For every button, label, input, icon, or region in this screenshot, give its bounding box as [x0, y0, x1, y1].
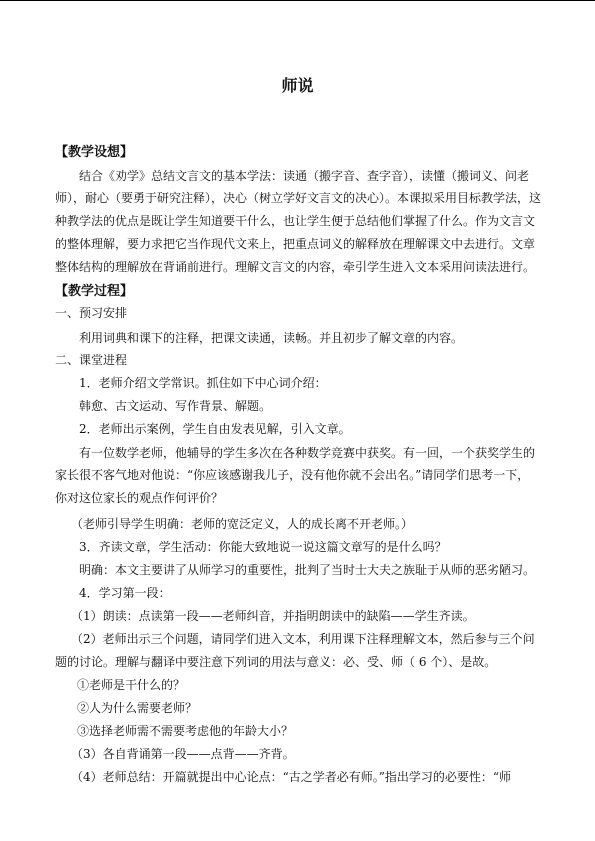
paragraph-line: 明确：本文主要讲了从师学习的重要性，批判了当时士大夫之族耻于从师的恶劣陋习。: [79, 563, 536, 577]
top-border-line: [0, 0, 595, 1]
paragraph-line: 利用词典和课下的注释，把课文读通，读畅。并且初步了解文章的内容。: [79, 331, 464, 345]
paragraph-line: （3）各自背诵第一段——点背——齐背。: [71, 747, 295, 761]
paragraph-line: 师），耐心（要勇于研究注释），决心（树立学好文言文的决心）。本课拟采用目标教学法，这: [55, 191, 542, 205]
question-item: ③选择老师需不需要考虑他的年龄大小？: [77, 724, 294, 738]
paragraph-line: 题的讨论。理解与翻译中要注意下列词的用法与意义：必、受、师（ 6 个）、是故。: [55, 655, 497, 669]
heading-teaching-process: 【教学过程】: [55, 284, 134, 299]
paragraph-line: （老师引导学生明确：老师的宽泛定义，人的成长离不开老师。）: [71, 517, 414, 531]
heading-teaching-design: 【教学设想】: [55, 145, 134, 160]
section-classroom: 二、课堂进程: [55, 353, 128, 367]
paragraph-line: 家长很不客气地对他说：“你应该感谢我儿子，没有他你就不会出名。”请同学们思考一下，: [55, 468, 530, 482]
paragraph-line: 1．老师介绍文学常识。抓住如下中心词介绍：: [79, 376, 327, 390]
paragraph-line: （1）朗读：点读第一段——老师纠音，并指明朗读中的缺陷——学生齐读。: [71, 609, 475, 623]
section-preview: 一、预习安排: [55, 306, 128, 320]
paragraph-line: 你对这位家长的观点作何评价？: [55, 491, 224, 505]
paragraph-line: 种教学法的优点是既让学生知道要干什么，也让学生便于总结他们掌握了什么。作为文言文: [55, 214, 536, 228]
page-title: 师说: [281, 76, 314, 95]
paragraph-line: 4．学习第一段：: [79, 586, 171, 600]
paragraph-line: 的整体理解，要力求把它当作现代文来上，把重点词义的解释放在理解课文中去进行。文章: [55, 237, 536, 251]
question-item: ①老师是干什么的？: [77, 678, 186, 692]
paragraph-line: 2．老师出示案例，学生自由发表见解，引入文章。: [79, 422, 351, 436]
paragraph-line: 结合《劝学》总结文言文的基本学法：读通（搬字音、查字音），读懂（搬词义、问老: [79, 169, 530, 183]
paragraph-line: （4）老师总结：开篇就提出中心论点：“古之学者必有师。”指出学习的必要性：“师: [71, 770, 512, 784]
paragraph-line: 有一位数学老师，他辅导的学生多次在各种数学竞赛中获奖。有一回，一个获奖学生的: [79, 446, 536, 460]
paragraph-line: 整体结构的理解放在背诵前进行。理解文言文的内容，牵引学生进入文本采用问读法进行。: [55, 260, 536, 274]
paragraph-line: 3．齐读文章，学生活动：你能大致地说一说这篇文章写的是什么吗？: [79, 540, 447, 554]
paragraph-line: 韩愈、古文运动、写作背景、解题。: [79, 399, 272, 413]
question-item: ②人为什么需要老师？: [77, 701, 198, 715]
paragraph-line: （2）老师出示三个问题，请同学们进入文本，利用课下注释理解文本，然后参与三个问: [71, 632, 535, 646]
